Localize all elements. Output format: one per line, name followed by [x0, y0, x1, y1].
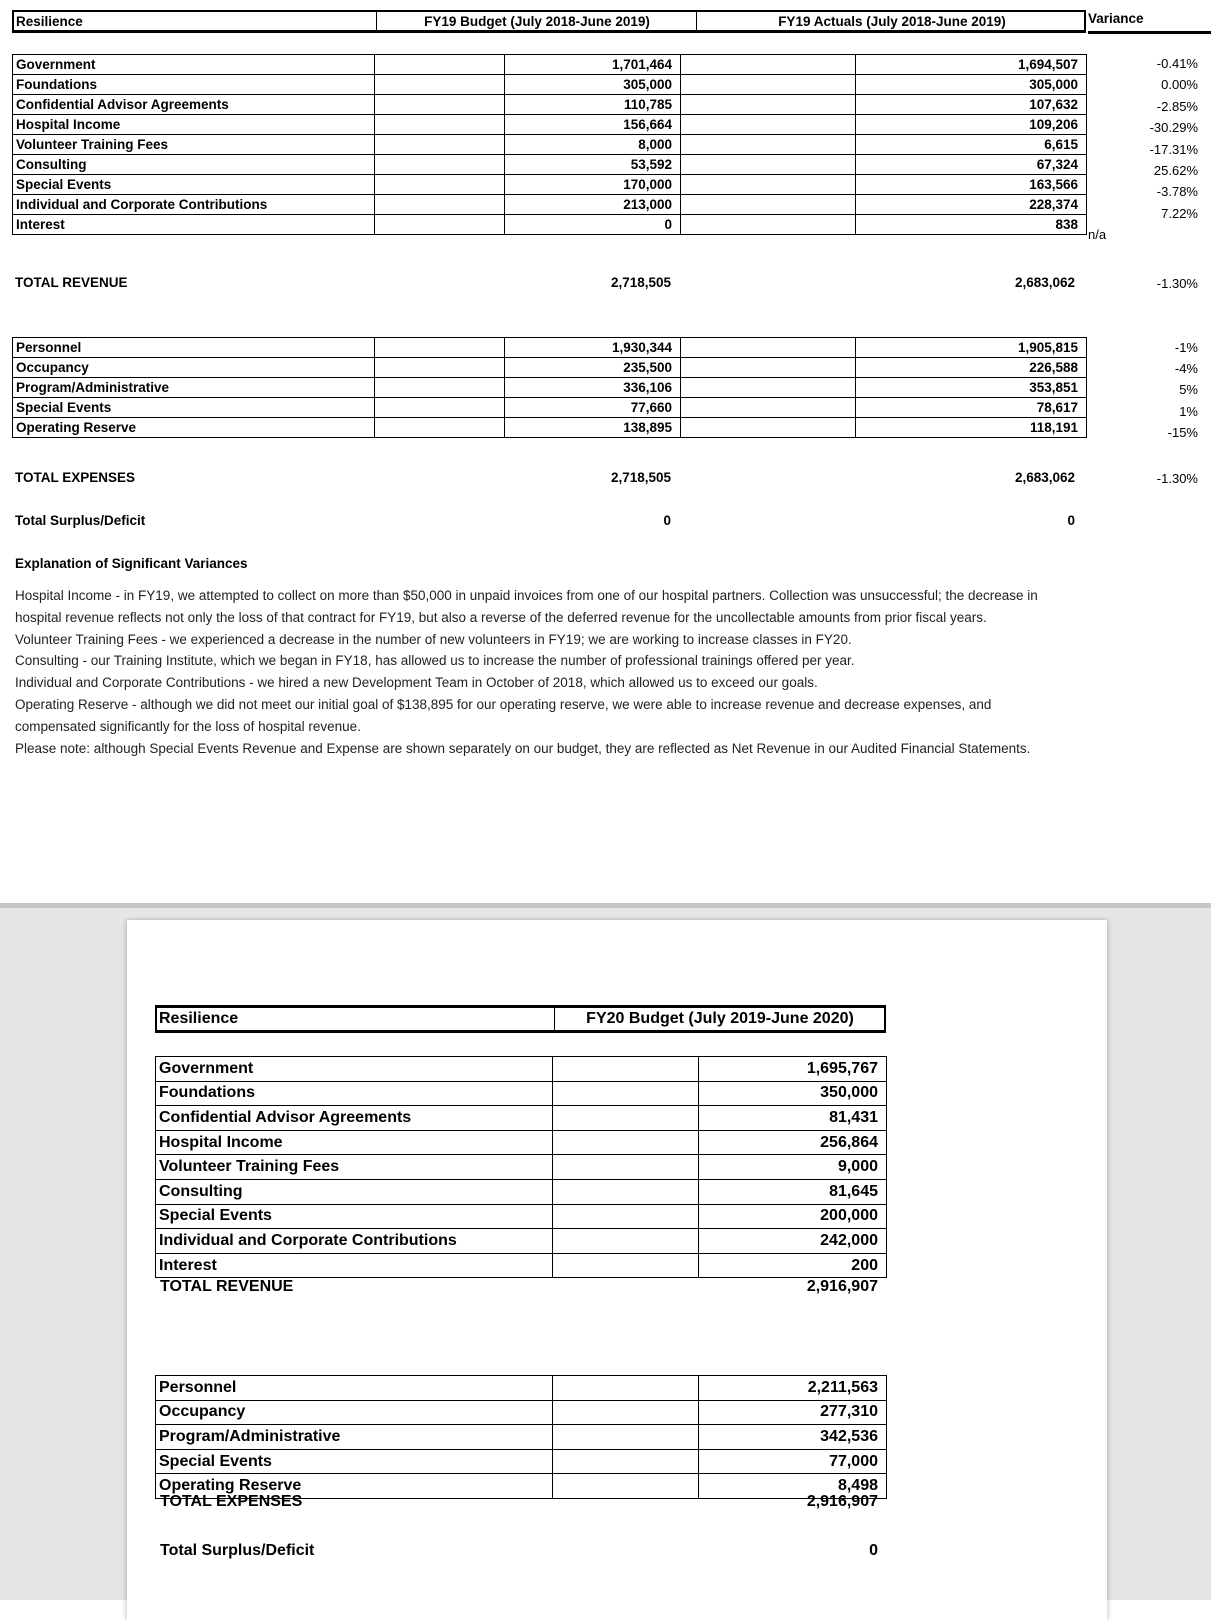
empty-cell: [681, 135, 856, 155]
actual-value: 163,566: [856, 175, 1087, 195]
budget-value: 1,930,344: [505, 338, 681, 358]
row-label: Individual and Corporate Contributions: [156, 1229, 553, 1254]
actual-value: 1,694,507: [856, 55, 1087, 75]
row-label: Personnel: [156, 1376, 553, 1401]
variance-value: 25.62%: [1153, 163, 1198, 178]
empty-cell: [553, 1155, 699, 1180]
fy19-total-expenses-label: TOTAL EXPENSES: [15, 470, 136, 485]
row-label: Program/Administrative: [156, 1425, 553, 1450]
empty-cell: [375, 55, 505, 75]
empty-cell: [681, 75, 856, 95]
empty-cell: [553, 1474, 699, 1499]
budget-value: 1,701,464: [505, 55, 681, 75]
fy19-header-budget: FY19 Budget (July 2018-June 2019): [376, 12, 697, 30]
explanation-paragraph: Please note: although Special Events Revenue and Expense are shown separately on our budget, they are reflected as Net Revenue in our Audited Financial Statements.: [15, 740, 1031, 756]
budget-value: 81,645: [699, 1179, 887, 1204]
table-row: [13, 418, 1087, 438]
fy19-total-expenses-variance: -1.30%: [1156, 471, 1198, 486]
row-label: Hospital Income: [13, 115, 375, 135]
fy19-surplus-budget: 0: [663, 513, 671, 528]
variance-value: -3.78%: [1156, 184, 1198, 200]
table-row: [156, 1253, 887, 1278]
row-label: Foundations: [13, 75, 375, 95]
actual-value: 109,206: [856, 115, 1087, 135]
row-label: Special Events: [13, 175, 375, 195]
variance-value: 0.00%: [1161, 77, 1198, 93]
budget-value: 170,000: [505, 175, 681, 195]
explanation-paragraph: Individual and Corporate Contributions - we hired a new Development Team in October of 2018, which allowed us to exceed our goals.: [15, 675, 818, 691]
empty-cell: [681, 338, 856, 358]
row-label: Foundations: [156, 1081, 553, 1106]
row-label: Government: [13, 55, 375, 75]
table-row: [13, 338, 1087, 358]
actual-value: 67,324: [856, 155, 1087, 175]
table-row: [156, 1425, 887, 1450]
empty-cell: [553, 1425, 699, 1450]
fy20-revenue-table: [155, 1056, 887, 1278]
empty-cell: [553, 1253, 699, 1278]
row-label: Occupancy: [156, 1400, 553, 1425]
variance-value: n/a: [1088, 227, 1107, 243]
row-label: Operating Reserve: [156, 1474, 553, 1499]
fy20-total-revenue-label: TOTAL REVENUE: [160, 1278, 294, 1295]
empty-cell: [375, 338, 505, 358]
empty-cell: [553, 1449, 699, 1474]
variance-value: -1%: [1174, 340, 1198, 355]
empty-cell: [681, 215, 856, 235]
budget-value: 256,864: [699, 1130, 887, 1155]
empty-cell: [375, 75, 505, 95]
variance-value: -4%: [1174, 361, 1198, 377]
empty-cell: [375, 358, 505, 378]
table-row: [13, 378, 1087, 398]
budget-value: 342,536: [699, 1425, 887, 1450]
actual-value: 78,617: [856, 398, 1087, 418]
table-row: [156, 1179, 887, 1204]
empty-cell: [375, 378, 505, 398]
explanation-paragraph: Volunteer Training Fees - we experienced a decrease in the number of new volunteers in FY19; we are working to increase classes in FY20.: [15, 631, 852, 647]
empty-cell: [375, 155, 505, 175]
actual-value: 305,000: [856, 75, 1087, 95]
explanation-title: Explanation of Significant Variances: [15, 556, 248, 571]
table-row: [13, 175, 1087, 195]
variance-value: 1%: [1179, 403, 1198, 419]
table-row: [13, 358, 1087, 378]
table-row: [156, 1400, 887, 1425]
variance-value: 7.22%: [1161, 205, 1198, 221]
table-row: [156, 1229, 887, 1254]
variance-value: 5%: [1179, 382, 1198, 398]
budget-value: 138,895: [505, 418, 681, 438]
budget-value: 305,000: [505, 75, 681, 95]
empty-cell: [375, 175, 505, 195]
empty-cell: [553, 1204, 699, 1229]
row-label: Consulting: [13, 155, 375, 175]
budget-value: 213,000: [505, 195, 681, 215]
variance-value: -15%: [1167, 424, 1198, 440]
table-row: [13, 398, 1087, 418]
table-row: [13, 155, 1087, 175]
actual-value: 228,374: [856, 195, 1087, 215]
variance-value: -0.41%: [1156, 56, 1198, 71]
explanation-paragraph: Operating Reserve - although we did not meet our initial goal of $138,895 for our operating reserve, we were able to increase revenue and decrease expenses, and compensated significantly for the loss of hospital revenue.: [15, 696, 992, 734]
explanation-body: [15, 585, 1075, 759]
fy19-surplus-actual: 0: [1067, 513, 1075, 528]
row-label: Personnel: [13, 338, 375, 358]
table-row: [156, 1449, 887, 1474]
empty-cell: [681, 155, 856, 175]
fy19-total-revenue-actual: 2,683,062: [1014, 275, 1075, 290]
fy20-header-row: [155, 1005, 886, 1033]
empty-cell: [553, 1057, 699, 1082]
empty-cell: [681, 95, 856, 115]
budget-value: 1,695,767: [699, 1057, 887, 1082]
actual-value: 226,588: [856, 358, 1087, 378]
explanation-paragraph: Consulting - our Training Institute, which we began in FY18, has allowed us to increase the number of professional trainings offered per year.: [15, 653, 855, 669]
empty-cell: [375, 418, 505, 438]
empty-cell: [681, 378, 856, 398]
row-label: Special Events: [156, 1449, 553, 1474]
table-row: [156, 1376, 887, 1401]
table-row: [156, 1204, 887, 1229]
budget-value: 350,000: [699, 1081, 887, 1106]
table-row: [156, 1106, 887, 1131]
budget-value: 156,664: [505, 115, 681, 135]
budget-value: 242,000: [699, 1229, 887, 1254]
fy20-budget-page: [127, 920, 1107, 1620]
empty-cell: [681, 358, 856, 378]
row-label: Volunteer Training Fees: [156, 1155, 553, 1180]
actual-value: 118,191: [856, 418, 1087, 438]
actual-value: 838: [856, 215, 1087, 235]
budget-value: 2,211,563: [699, 1376, 887, 1401]
row-label: Confidential Advisor Agreements: [156, 1106, 553, 1131]
fy19-expenses-table: [12, 337, 1087, 438]
budget-value: 200: [699, 1253, 887, 1278]
empty-cell: [553, 1229, 699, 1254]
variance-value: -30.29%: [1149, 120, 1198, 136]
table-row: [156, 1130, 887, 1155]
fy19-total-expenses-budget: 2,718,505: [610, 470, 671, 485]
table-row: [156, 1155, 887, 1180]
row-label: Hospital Income: [156, 1130, 553, 1155]
budget-value: 336,106: [505, 378, 681, 398]
fy19-surplus-label: Total Surplus/Deficit: [15, 513, 146, 528]
fy20-surplus-label: Total Surplus/Deficit: [160, 1542, 315, 1559]
empty-cell: [375, 215, 505, 235]
table-row: [156, 1081, 887, 1106]
actual-value: 1,905,815: [856, 338, 1087, 358]
variance-value: -2.85%: [1156, 98, 1198, 114]
budget-value: 0: [505, 215, 681, 235]
actual-value: 353,851: [856, 378, 1087, 398]
row-label: Occupancy: [13, 358, 375, 378]
fy20-header-title: Resilience: [159, 1010, 239, 1027]
empty-cell: [553, 1130, 699, 1155]
budget-value: 110,785: [505, 95, 681, 115]
empty-cell: [681, 175, 856, 195]
fy19-header-title: Resilience: [16, 13, 83, 29]
row-label: Interest: [13, 215, 375, 235]
empty-cell: [375, 115, 505, 135]
row-label: Individual and Corporate Contributions: [13, 195, 375, 215]
budget-value: 53,592: [505, 155, 681, 175]
empty-cell: [553, 1106, 699, 1131]
fy20-total-revenue-budget: 2,916,907: [806, 1278, 878, 1295]
row-label: Interest: [156, 1253, 553, 1278]
table-row: [156, 1057, 887, 1082]
budget-value: 77,660: [505, 398, 681, 418]
empty-cell: [553, 1179, 699, 1204]
empty-cell: [375, 135, 505, 155]
empty-cell: [375, 95, 505, 115]
row-label: Volunteer Training Fees: [13, 135, 375, 155]
actual-value: 107,632: [856, 95, 1087, 115]
row-label: Consulting: [156, 1179, 553, 1204]
budget-value: 8,498: [699, 1474, 887, 1499]
table-row: [13, 55, 1087, 75]
fy19-total-revenue-variance: -1.30%: [1156, 276, 1198, 291]
table-row: [13, 215, 1087, 235]
row-label: Operating Reserve: [13, 418, 375, 438]
table-row: [13, 135, 1087, 155]
fy20-header-budget: FY20 Budget (July 2019-June 2020): [554, 1008, 885, 1030]
budget-value: 235,500: [505, 358, 681, 378]
fy19-total-expenses-actual: 2,683,062: [1014, 470, 1075, 485]
empty-cell: [375, 398, 505, 418]
empty-cell: [681, 418, 856, 438]
fy20-total-expenses-label: TOTAL EXPENSES: [160, 1493, 303, 1510]
variance-value: -17.31%: [1149, 141, 1198, 157]
row-label: Special Events: [156, 1204, 553, 1229]
empty-cell: [375, 195, 505, 215]
fy19-header-row: [12, 10, 1086, 33]
budget-value: 81,431: [699, 1106, 887, 1131]
budget-value: 277,310: [699, 1400, 887, 1425]
empty-cell: [681, 115, 856, 135]
table-row: [13, 95, 1087, 115]
row-label: Confidential Advisor Agreements: [13, 95, 375, 115]
table-row: [13, 195, 1087, 215]
budget-value: 77,000: [699, 1449, 887, 1474]
fy19-revenue-table: [12, 54, 1087, 235]
explanation-paragraph: Hospital Income - in FY19, we attempted to collect on more than $50,000 in unpaid invoices from one of our hospital partners. Collection was unsuccessful; the decrease in hospital revenue reflects not only the loss of that contract for FY19, but also a reverse of the deferred revenue for the uncollectable amounts from prior fiscal years.: [15, 588, 1038, 625]
empty-cell: [681, 398, 856, 418]
fy19-total-revenue-budget: 2,718,505: [610, 275, 671, 290]
fy19-header-variance: Variance: [1088, 11, 1211, 34]
empty-cell: [553, 1081, 699, 1106]
budget-value: 9,000: [699, 1155, 887, 1180]
fy20-surplus-budget: 0: [869, 1542, 878, 1559]
fy19-header-actuals: FY19 Actuals (July 2018-June 2019): [696, 12, 1087, 30]
budget-value: 200,000: [699, 1204, 887, 1229]
empty-cell: [681, 55, 856, 75]
row-label: Special Events: [13, 398, 375, 418]
actual-value: 6,615: [856, 135, 1087, 155]
empty-cell: [681, 195, 856, 215]
row-label: Government: [156, 1057, 553, 1082]
row-label: Program/Administrative: [13, 378, 375, 398]
fy19-total-revenue-label: TOTAL REVENUE: [15, 275, 128, 290]
budget-value: 8,000: [505, 135, 681, 155]
fy20-expenses-table: [155, 1375, 887, 1499]
table-row: [13, 75, 1087, 95]
table-row: [13, 115, 1087, 135]
fy20-total-expenses-budget: 2,916,907: [806, 1493, 878, 1510]
empty-cell: [553, 1376, 699, 1401]
empty-cell: [553, 1400, 699, 1425]
